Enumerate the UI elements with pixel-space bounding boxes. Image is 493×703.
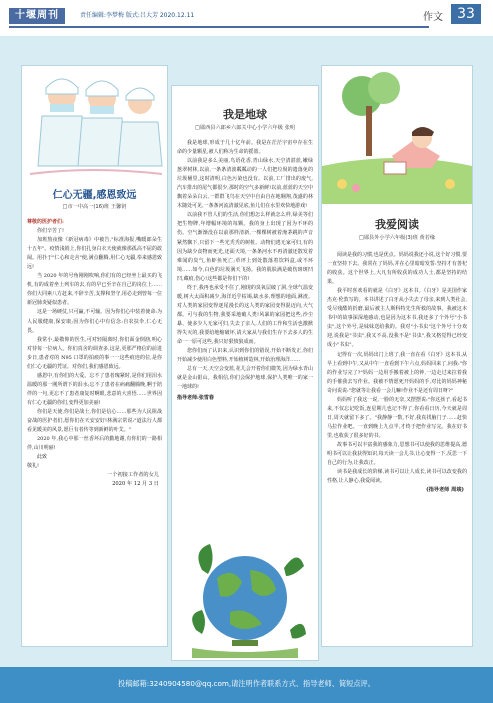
middle-article-title: 我是地球 — [223, 108, 267, 121]
paragraph: 您你们而了认识来,认识到你们的错误,开始不断发正,你们开始减少使用白色塑料,开始植树造林,开始治理海洋…… — [177, 348, 313, 364]
left-article — [22, 66, 167, 646]
signature: 一个初接工作者的女儿 — [107, 472, 159, 479]
paragraph: 感恩中,有你们的大爱。忘不了患者瑰紧时,是你们用泪水温暖的那一刚所谓下的泪水;忘不了患者在病痛翻腾晚,啊于陪伴的一句,更忘不了患者康复时啊眼,悲意的大喜悟……世界因有仁心无疆的你们,变得更加美丽! — [27, 372, 162, 406]
paragraph: 以前我不管人们的生活,你们想怎么样就怎么样,绿美等们把生物牌,年增幅环境的每颗。我的身上出现了因为不环的伤。空气渐渐没在以前那样清新,一棵棵树被着淹茅跳的声音紧然飘下,只留下一些光秃秃的树桩。动物们逃无家可归,有的因为缺少食物而死光,还面天境,一条条河水不再清澈还散发着难闻的臭气,鱼虾鱼死亡;草坪上到处散落着饮料盒,或不环境……如今,白色的垃圾满天飞扬。我的肌肤满是破伤斑斑凹凹,藏痕,伤心!这些都是你们干的! — [177, 212, 313, 282]
left-article-title: 仁心无疆,感恩致远 — [52, 190, 137, 201]
paragraph: 当 2020 年的号角刚刚吹响,你们有的已经坐上最买的飞机,有的成着坐上列车的去,有的早已至辛在自己的岗位上……你们大同素八方赶来,不辞辛苦,支撑和坚守,用必走到曾每一位新冠肺炎疑似患者。 — [27, 273, 162, 307]
paragraph: 你们辛苦了! — [37, 228, 65, 235]
middle-article-byline: □郧西县六郎乡六郎关中心小学六年级 张明 — [195, 125, 295, 131]
right-teacher: (指导老师 周竣) — [426, 487, 464, 494]
paper-name: 十堰周刊 — [9, 8, 65, 24]
submission-email-note: 投稿邮箱:3240904580@qq.com,请注明作者联系方式、指导老师、简短点评。 — [118, 679, 375, 688]
paragraph: 我平时喜欢看的就是《白牙》这本书。《白牙》是美国作家杰克·伦敦写的。本书讲述了白牙从小失去了母亲,来到人类社会,受尽残酷的折磨,最后被主人斯科特先生所救的故事。我被这本书中的故事深深地感动,也是因为这本书,我还多了个外号"小书虫",这个外号,是妹妹送给我的。我对"小书虫"这个外号十分欢迎,说我是"书虫",我又不高,没我不是"书虫",我又格觉得已经变成小"书虫"。 — [327, 288, 467, 349]
masthead — [0, 0, 493, 36]
middle-article-body — [172, 139, 318, 392]
middle-teacher: 指导老师:张雪春 — [177, 395, 214, 402]
paragraph: 阅读是我的习惯,也是优点。妈妈说我还小说,这个好习惯,要一直坚持下去。我常在了妈妈,并在心里暗暗发誓:坚持才有善杞的收获。这个世界上,大凡有所收获的成功人士,都是坚持的结果。 — [327, 252, 467, 286]
paragraph: 总有一天,天空会变蓝,花儿会开着你们微笑,因为绿水青山就是金山银山。我相信,你们会保护地球,保护人类唯一的家一一地球的! — [177, 366, 313, 391]
left-article-byline: □市一中高一(16)班 王馨钥 — [62, 204, 127, 210]
paragraph: 读书是我成长的阶梯,读书可以让人成长,读书可以改变我的性格,让人静心,我爱阅读。 — [327, 469, 467, 485]
earth-illustration — [172, 530, 318, 660]
section-label: 作文 — [423, 12, 443, 23]
paragraph: 2020 年,我心中那一丝香坏后的勤地谢,有你们的一路相伴,山川明丽! — [27, 436, 162, 452]
paragraph: 这是一场硬仗,只可赢,不可输。因为你们心中装着使命:为人民服健康,保安康;因为你们心中有信念:自农扶伞,仁心无畏。 — [27, 309, 162, 334]
editor-info: 责任编辑:李梦梅 版式:吕大芳 2020.12.11 — [80, 12, 195, 19]
paragraph: 记得有一次,妈妈出门上班了,我一直在看《白牙》这本书,从早上看到中午,又从中午一直看到下午六点,妈妈回来了,问我:"你的作业写完了?"妈妈一边用手搬着被上的钟,一边走过来拉着我的手催我去写作业。我被不情愿死开妈妈的手,对比的妈妈神秘奇问说说:"您就等让我看一会儿嘛!作业不是还有周日呀?" — [327, 351, 467, 394]
reading-child-illustration — [322, 66, 472, 204]
masthead-rule — [9, 26, 429, 28]
middle-article — [172, 86, 318, 660]
left-article-body — [22, 218, 167, 471]
paragraph: 以前我是多么美丽,鸟语花香,青山绿水,天空清湛蓝,嫩绿葱翠树林,以前,一条条清波粼粼动的一人们把垃圾的遗落免的垃圾桶里,这时清明,白色污染也没有。以前,工厂排出的废气,汽车排出的尾气都很少,那时的空气多新鲜!以前,蓝蓝的天空中飘着朵朵白云,一群群飞鸟在天空中自由自在地翱翔,茂盛的林木随处可见,一条条河流清澈见底,鱼儿们在水里欢快地游戏! — [177, 158, 313, 210]
paragraph: 妈妈听了我这一说,一脸的无奈,又摆摆说:"你这孩子,看起书来,不仅忘记吃饭,连星期几也记不得了,你看看日历,今天就是周日,周天就留下多了。"我静静一数,不好,我真找脑门子……赶快马拉作业吧。一直到晚上九点半,才终于把作业写完。我在好书里,也收获了很多好的书。 — [327, 396, 467, 439]
paragraph: 我是地球,形成于几十亿年前。我是在茫茫宇宙中存在生命的少量颗星,被人们称为生命的摇篮。 — [177, 140, 313, 156]
paragraph: 故事书可以丰富我的感象力,思想书可以使我的思维提高,德明书可以让我获得知识,每天读一会儿书,让心变得一下,反思一下自己的行为,让我改正。 — [327, 441, 467, 467]
letter-date: 2020 年 12 月 3 日 — [112, 481, 159, 488]
paragraph: 尊敬的医护者们: — [27, 219, 64, 225]
paragraph: 终于,我再也承受不住了,刚现的臭氧层破了洞,全球气温变暖,树大太面积减少,海洋近乎枯竭,缺水多,理想的地面,淋渣。对人类的家园变得逐尾漫长的这人类的家园变得混迈向,大气都。可与我的生物,我要采地破人类!风暴的家园把这些,沙尘暴、使多少人无家可归,失去了亲人,人们的工作和生活也激掀得失灭的,我要给地缩破坏,请大家从与我们生存下去多人的生命一一原可这些,我只好狠愤狼成而。 — [177, 284, 313, 346]
right-article-body — [322, 251, 472, 486]
paragraph: 你们是天使,你们是战士,你们是信心……那些为人民阻战奋战的医护者们,愿你们在天安安好!林满宗常说:"道法行人都看见暖美的风景,愿巨有者传等到新鲜的叶艾。" — [27, 408, 162, 434]
paragraph: 加班熬夜像《新冠病毒》中被告,"标准海报,嘴暖郎朵生十五年"。疫情浅销上,你们扎身白衣天使就像那孤高不屈的敢阔。用扑于"仁心和走舍"使,满点翻腾,用仁心无疆,奉来感恩致远! — [27, 237, 162, 271]
medical-staff-illustration — [22, 66, 167, 184]
page-number: 33 — [451, 4, 481, 24]
right-article-title: 我爱阅读 — [375, 218, 419, 231]
right-article — [322, 66, 472, 646]
closing-salute: 敬礼! — [27, 463, 40, 470]
closing: 此致 — [37, 454, 48, 461]
right-article-byline: □郧县外小学六年级(3)班 黄若缘 — [358, 235, 436, 241]
paragraph: 我常小,最敬仰的医生,可对轻隔离时,你们面金倒汹,明心对待每一位病人。你们真舍的调查多,这是,更那严格信的前进步日,患者对的 N95 口罩的拍痕的事一一这些痕迹的位,是你们仁心无疆的凭证。对你们,我们感恩致远。 — [27, 336, 162, 370]
footer-bar — [0, 667, 493, 703]
